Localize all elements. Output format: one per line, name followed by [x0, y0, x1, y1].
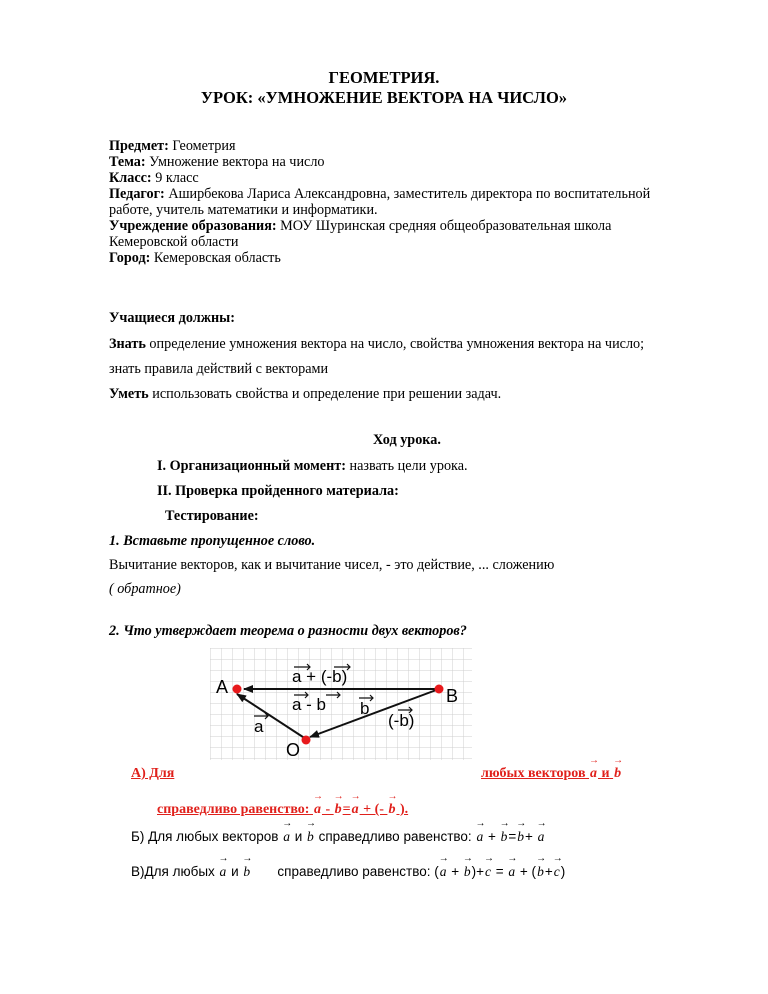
option-a-equality: справедливо равенство: → a - → b=→ a + (- → b ).: [157, 802, 408, 818]
class-label: Класс:: [109, 170, 152, 186]
info-teacher: [109, 186, 650, 203]
question-1-text: Вычитание векторов, как и вычитание чисел, - это действие, ... сложению: [109, 557, 555, 573]
able-label: Уметь: [109, 386, 149, 402]
info-school-cont: Кемеровской области: [109, 234, 239, 250]
option-a-prefix: А) Для: [131, 766, 175, 781]
option-a-text: [481, 766, 622, 782]
option-b-and: и: [294, 829, 303, 844]
vector-c-symbol: → c: [553, 864, 561, 880]
option-b[interactable]: Б) Для любых векторов → a и → b справедливо равенство: → a + → b=→ b+ → a: [131, 829, 545, 845]
goals-heading: Учащиеся должны:: [109, 310, 235, 326]
question-1-title: 1. Вставьте пропущенное слово.: [109, 533, 316, 549]
vector-c-symbol: → c: [484, 864, 492, 880]
able-text: использовать свойства и определение при решении задач.: [148, 386, 502, 402]
label-a-plus-neg-b: a + (-b): [292, 667, 348, 686]
school-label: Учреждение образования:: [109, 218, 277, 234]
vector-b-symbol: → b: [500, 829, 509, 845]
info-school: [109, 218, 611, 235]
subject-value: Геометрия: [168, 138, 236, 154]
vector-a-symbol: → a: [507, 864, 516, 880]
course-step1: [157, 458, 468, 475]
teacher-value: Аширбекова Лариса Александровна, заместитель директора по воспитательной: [164, 186, 651, 202]
option-c-and: и: [231, 864, 239, 879]
page-title-line1: ГЕОМЕТРИЯ.: [328, 68, 440, 87]
goals-know-cont: знать правила действий с векторами: [109, 361, 329, 377]
option-a-any-vectors: любых векторов: [481, 766, 586, 781]
option-c-prefix: В)Для любых: [131, 864, 215, 879]
point-a-dot: [233, 685, 242, 694]
point-o-dot: [302, 736, 311, 745]
vector-difference-figure: [210, 648, 472, 760]
option-a-equality-label: справедливо равенство:: [157, 802, 310, 817]
question-2-title: 2. Что утверждает теорема о разности двух векторов?: [109, 623, 467, 639]
vector-b-symbol: → b: [536, 864, 545, 880]
vector-a-symbol: → a: [282, 829, 291, 845]
vector-a-symbol: → a: [313, 802, 322, 818]
option-a-and: и: [601, 766, 610, 781]
teacher-label: Педагог:: [109, 186, 165, 202]
topic-value: Умножение вектора на число: [145, 154, 325, 170]
course-step2: II. Проверка пройденного материала:: [157, 483, 399, 499]
goals-know: [109, 336, 644, 353]
vector-a-symbol: → a: [475, 829, 484, 845]
course-heading: Ход урока.: [373, 432, 441, 448]
vector-b-symbol: → b: [463, 864, 472, 880]
vector-b-symbol: → b: [387, 802, 396, 818]
vector-a-symbol: → a: [439, 864, 448, 880]
class-value: 9 класс: [151, 170, 199, 186]
label-neg-b: (-b): [388, 711, 415, 730]
vector-a-symbol: → a: [219, 864, 228, 880]
info-topic: [109, 154, 325, 171]
city-value: Кемеровская область: [150, 250, 281, 266]
question-1-answer: ( обратное): [109, 581, 181, 597]
goals-able: [109, 386, 501, 403]
label-a-minus-b: a - b: [292, 695, 327, 714]
topic-label: Тема:: [109, 154, 146, 170]
vector-a-symbol: → a: [589, 766, 598, 782]
figure-grid: [210, 648, 472, 760]
option-b-equality-label: справедливо равенство:: [318, 829, 472, 844]
info-subject: [109, 138, 236, 155]
vector-b-symbol: → b: [334, 802, 343, 818]
info-class: [109, 170, 199, 187]
subject-label: Предмет:: [109, 138, 169, 154]
option-c[interactable]: В)Для любых → a и → b справедливо равенство: (→ a + → b)+→ c = → a + (→ b+→ c): [131, 864, 565, 880]
vector-b-symbol: → b: [306, 829, 315, 845]
info-teacher-cont: работе, учитель математики и информатики.: [109, 202, 378, 218]
info-city: [109, 250, 281, 267]
point-b-dot: [435, 685, 444, 694]
point-a-label: A: [216, 677, 229, 697]
know-text: определение умножения вектора на число, свойства умножения вектора на число;: [145, 336, 645, 352]
know-label: Знать: [109, 336, 146, 352]
page-title-line2: УРОК: «УМНОЖЕНИЕ ВЕКТОРА НА ЧИСЛО»: [200, 88, 568, 107]
point-b-label: B: [446, 686, 459, 706]
step1-label: I. Организационный момент:: [157, 458, 346, 474]
option-b-prefix: Б) Для любых векторов: [131, 829, 279, 844]
vector-a-symbol: → a: [351, 802, 360, 818]
course-testing: Тестирование:: [165, 508, 259, 524]
option-c-equality-label: справедливо равенство:: [277, 864, 431, 879]
city-label: Город:: [109, 250, 151, 266]
step1-text: назвать цели урока.: [345, 458, 468, 474]
label-a: a: [254, 717, 264, 736]
option-a[interactable]: [131, 766, 641, 782]
vector-b-symbol: → b: [516, 829, 525, 845]
label-b: b: [360, 699, 370, 718]
school-value: МОУ Шуринская средняя общеобразовательная школа: [276, 218, 612, 234]
point-o-label: O: [286, 740, 301, 760]
vector-b-symbol: → b: [613, 766, 622, 782]
vector-b-symbol: → b: [242, 864, 251, 880]
vector-a-symbol: → a: [537, 829, 546, 845]
